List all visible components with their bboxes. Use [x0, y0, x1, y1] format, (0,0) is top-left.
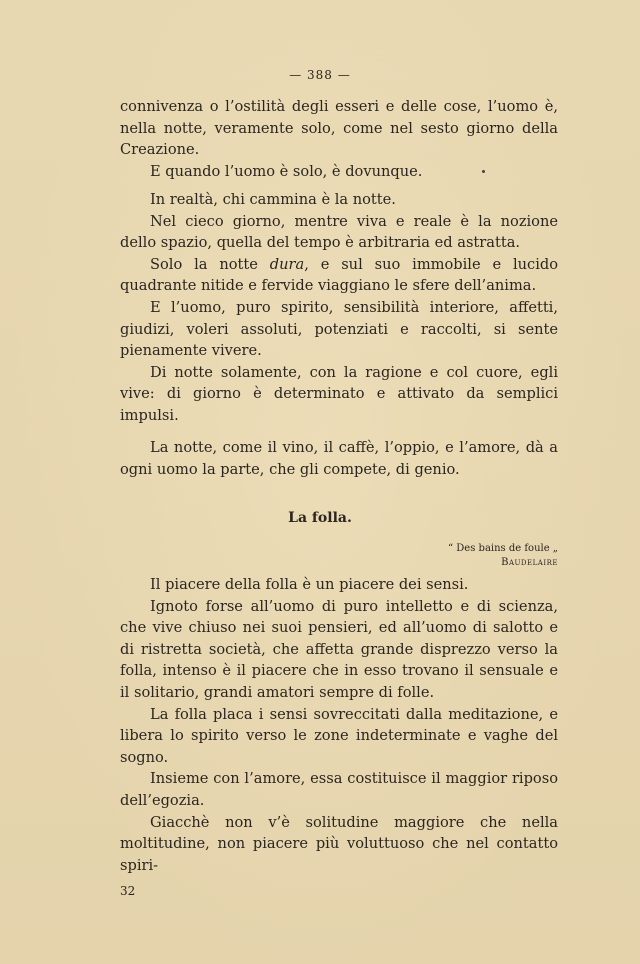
paragraph-night-like-wine: La notte, come il vino, il caffè, l’oppio, e l’amore, dà a ogni uomo la parte, che gli compete, di genio. — [120, 439, 558, 478]
night-paragraphs — [120, 189, 558, 427]
section-title: La folla. — [288, 510, 352, 526]
stray-dot-mark — [482, 170, 485, 173]
emphasized-word-dura: dura — [269, 255, 305, 273]
page-number: — 388 — — [289, 68, 351, 82]
paragraph-crowd-calms-senses: La folla placa i sensi sovreccitati dalla meditazione, e libera lo spirito verso le zone indeterminate e vaghe del sogno. — [120, 705, 558, 766]
paragraph-alone-everywhere — [120, 161, 558, 183]
closing-night-paragraph — [120, 437, 558, 480]
paragraph-night-walks: In realtà, chi cammina è la notte. — [150, 191, 396, 208]
paragraph-with-love: Insieme con l’amore, essa costituisce il maggior riposo dell’egozia. — [120, 770, 558, 809]
epigraph-quote: “ Des bains de foule „ — [448, 543, 558, 554]
paragraph-pleasure-of-crowd: Il piacere della folla è un piacere dei sensi. — [150, 576, 469, 593]
printer-signature-mark: 32 — [120, 884, 136, 898]
paragraph-only-night — [120, 254, 558, 297]
paragraph-unknown-to-intellectual: Ignoto forse all’uomo di puro intelletto e di scienza, che vive chiuso nei suoi pensieri, ed all’uomo di salotto e di ristretta società, che affetta grande disprezzo verso la folla, intenso è il piacere che in esso trovano il sensuale e il solitario, grandi amatori sempre di folle. — [120, 597, 558, 701]
paragraph-by-night: Di notte solamente, con la ragione e col cuore, egli vive: di giorno è determinato e attivato da semplici impulsi. — [120, 363, 558, 424]
paragraph-only-night-start: Solo la notte — [150, 255, 270, 273]
epigraph-author: Baudelaire — [501, 557, 558, 568]
opening-paragraphs — [120, 96, 558, 182]
paragraph-pure-spirit: E l’uomo, puro spirito, sensibilità interiore, affetti, giudizi, voleri assoluti, potenziati e raccolti, si sente pienamente vivere. — [120, 298, 558, 360]
paragraph-continuation: connivenza o l’ostilità degli esseri e delle cose, l’uomo è, nella notte, veramente solo, come nel sesto giorno della Creazione. — [120, 98, 558, 159]
epigraph — [448, 542, 558, 570]
paragraph-alone-text: E quando l’uomo è solo, è dovunque. — [150, 162, 423, 180]
paragraph-only-night-end: , e sul suo immobile e lucido quadrante nitide e fervide viaggiano le sfere dell’anima. — [120, 255, 558, 295]
paragraph-blind-day: Nel cieco giorno, mentre viva e reale è la nozione dello spazio, quella del tempo è arbitraria ed astratta. — [120, 212, 558, 252]
crowd-paragraphs — [120, 574, 558, 876]
paragraph-solitude-multitude: Giacchè non v’è solitudine maggiore che nella moltitudine, non piacere più voluttuoso che nel contatto spiri- — [120, 813, 558, 874]
